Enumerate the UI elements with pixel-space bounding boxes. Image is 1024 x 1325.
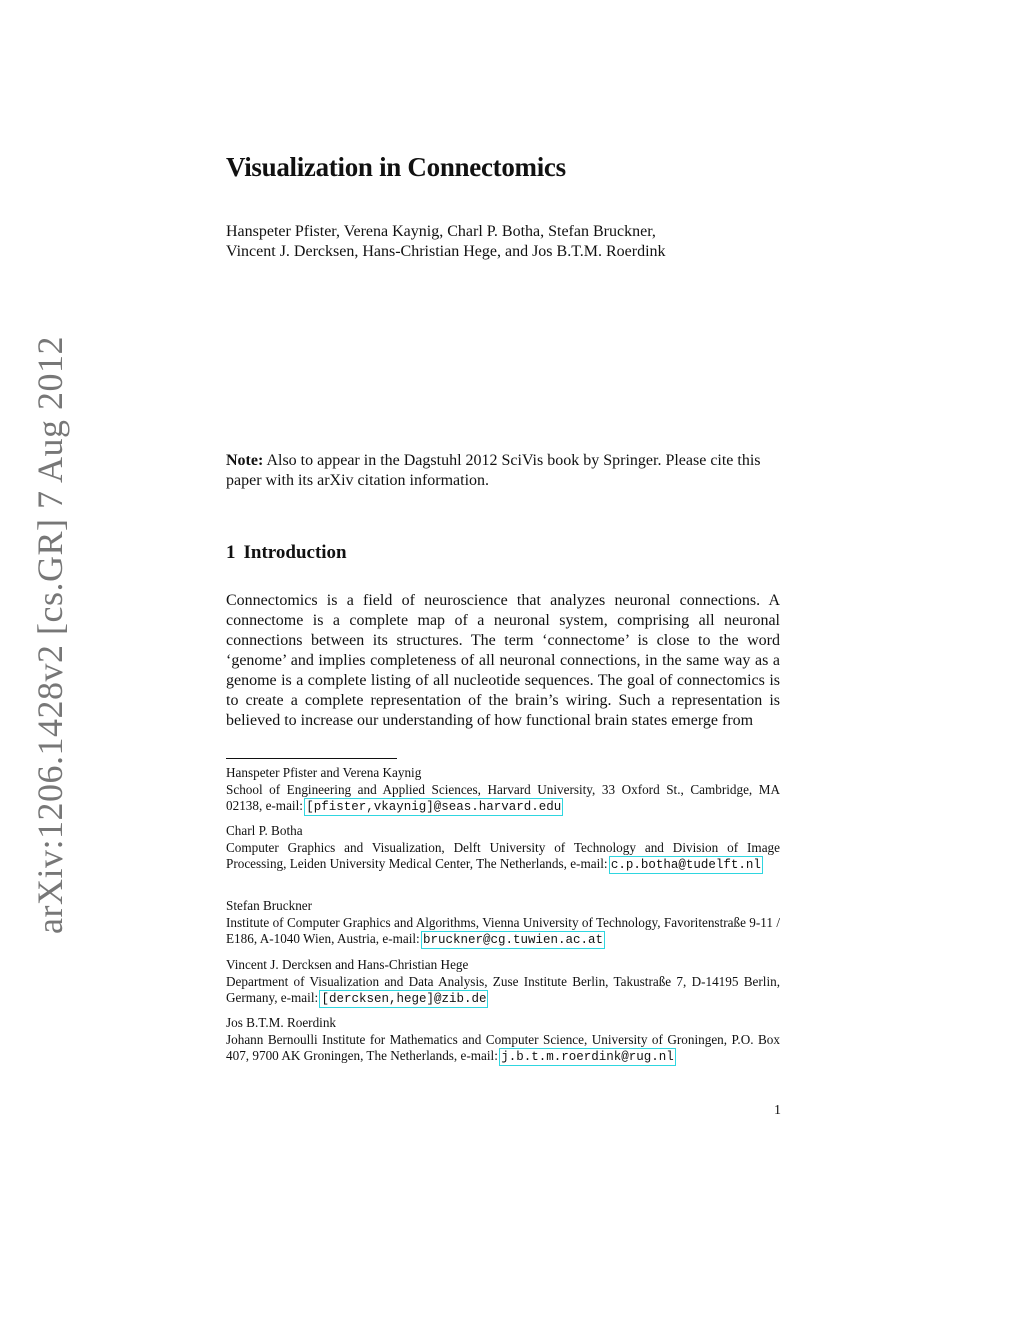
section-number: 1 [226,542,236,563]
paper-title: Visualization in Connectomics [226,152,566,182]
email-link[interactable]: [dercksen,hege]@zib.de [321,992,487,1007]
affiliation-address: Computer Graphics and Visualization, Delft University of Technology and Division of Image Processing, Leiden University Medical Center, The Netherlands, e-mail: [226,839,780,872]
page-number: 1 [774,1103,781,1118]
arxiv-identifier-stamp: arXiv:1206.1428v2 [cs.GR] 7 Aug 2012 [30,336,70,934]
affiliation-block [226,957,780,1008]
affiliation-address: Johann Bernoulli Institute for Mathematics and Computer Science, University of Groningen, P.O. Box 407, 9700 AK Groningen, The Netherlands, e-mail: [226,1031,780,1064]
affiliation-address: Institute of Computer Graphics and Algorithms, Vienna University of Technology, Favoritenstraße 9-11 / E186, A-1040 Wien, Austria, e-mail: [226,914,780,947]
affiliation-block [226,1015,780,1066]
affiliation-names: Vincent J. Dercksen and Hans-Christian Hege [226,957,469,972]
section-title: Introduction [243,542,347,563]
footnote-separator [226,758,397,759]
affiliation-names: Jos B.T.M. Roerdink [226,1015,337,1030]
section-heading-introduction [226,542,347,564]
affiliation-address: School of Engineering and Applied Sciences, Harvard University, 33 Oxford St., Cambridge, MA 02138, e-mail: [226,781,780,814]
author-line-2: Vincent J. Dercksen, Hans-Christian Hege, and Jos B.T.M. Roerdink [226,243,666,260]
introduction-paragraph: Connectomics is a field of neuroscience that analyzes neuronal connections. A connectome is a complete map of a neuronal system, comprising all neuronal connections between its structures. The term ‘connectome’ is close to the word ‘genome’ and implies completeness of all neuronal connections, in the same way as a genome is a complete listing of all nucleotide sequences. The goal of connectomics is to create a complete representation of the brain’s wiring. Such a representation is believed to increase our understanding of how functional brain states emerge from [226,592,780,729]
author-line-1: Hanspeter Pfister, Verena Kaynig, Charl P. Botha, Stefan Bruckner, [226,223,656,240]
affiliation-names: Hanspeter Pfister and Verena Kaynig [226,765,422,780]
affiliation-block [226,898,780,949]
email-link[interactable]: j.b.t.m.roerdink@rug.nl [501,1050,674,1065]
email-link[interactable]: bruckner@cg.tuwien.ac.at [423,933,604,948]
publication-note [226,451,780,491]
author-list [226,222,666,262]
affiliation-block [226,823,780,874]
affiliation-address: Department of Visualization and Data Analysis, Zuse Institute Berlin, Takustraße 7, D-14195 Berlin, Germany, e-mail: [226,973,780,1006]
note-text: Also to appear in the Dagstuhl 2012 SciVis book by Springer. Please cite this paper with its arXiv citation information. [226,452,761,489]
note-label: Note: [226,452,264,469]
affiliation-names: Charl P. Botha [226,823,303,838]
affiliation-names: Stefan Bruckner [226,898,313,913]
email-link[interactable]: [pfister,vkaynig]@seas.harvard.edu [306,800,562,815]
email-link[interactable]: c.p.botha@tudelft.nl [610,858,761,873]
affiliation-block [226,765,780,816]
